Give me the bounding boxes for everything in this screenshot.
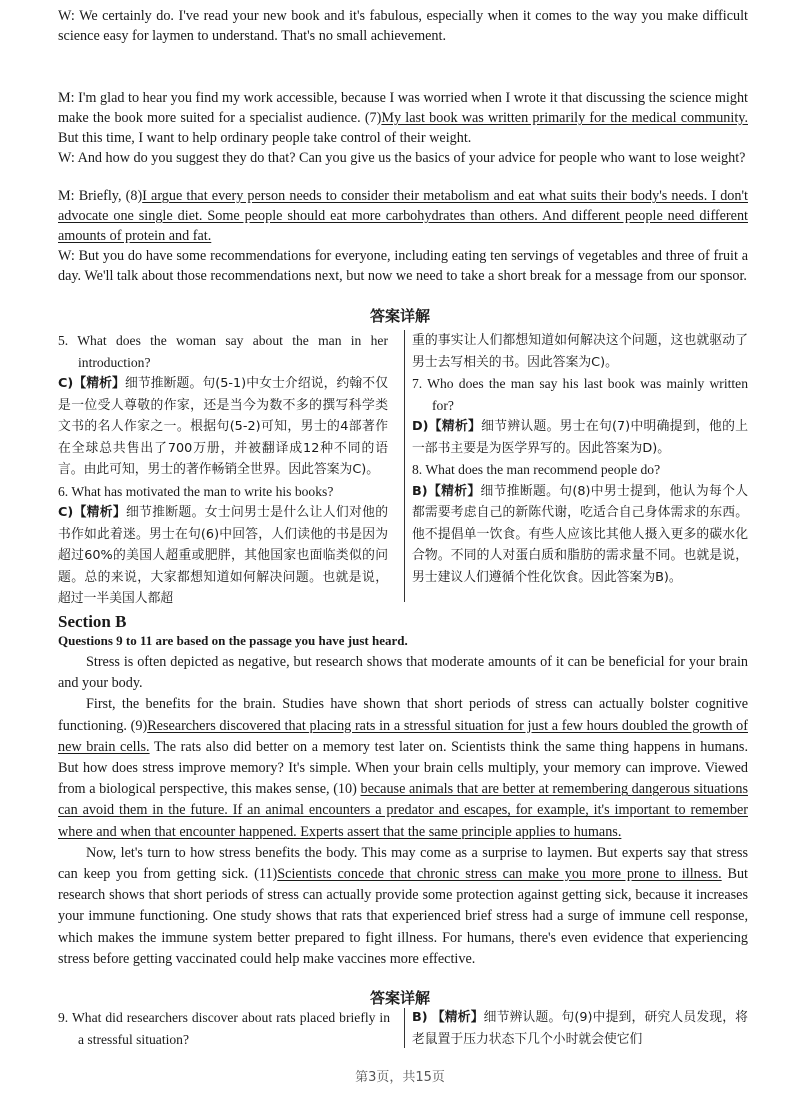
analysis-text: 细节推断题。句(5-1)中女士介绍说，约翰不仅是一位受人尊敬的作家，还是当今为数不多的撰写科学类文书的名人作家之一。根据句(5-2)可知，男士的4部著作在全球总共售出了700万册，并被翻译成12种不同的语言。由此可知，男士的著作畅销全世界。因此答案为C)。 [58,376,389,477]
passage-paragraph [58,843,748,970]
answers-right-column [412,330,748,588]
answer-option: B) [412,483,428,499]
analysis-label: 【精析】 [73,505,127,520]
answer-explanation [412,481,748,589]
passage-text: But research shows that short periods of stress can actually provide some protection against getting sick, because it increases your immune functioning. One study shows that rats that experienced brief stress had a surge of immune cell response, which makes the immune system better prepared to fight illness. For humans, there's even evidence that experiencing stress before getting vaccinated could help make vaccines more effective. [58,866,748,967]
dialogue-line [58,186,748,246]
column-divider-2 [404,1008,405,1048]
answer-explanation [412,416,748,459]
question: 7. Who does the man say his last book was mainly written for? [412,376,748,413]
speaker-label: W: [58,150,78,166]
answer-explanation [58,502,388,610]
dialogue-text: But this time, I want to help ordinary people take control of their weight. [58,130,472,146]
speaker-label: M: [58,90,79,106]
analysis-label: 【精析】 [428,419,482,434]
speaker-label: W: [58,8,80,24]
answer-continuation: 重的事实让人们都想知道如何解决这个问题，这也就驱动了男士去写相关的书。因此答案为C)。 [412,333,748,370]
answer-9-tag: B) [412,1010,428,1025]
passage-paragraph [58,652,748,694]
page-footer: 第3页，共15页 [355,1070,445,1085]
dialogue-text: I'm glad to hear you find my work accessible, because I was worried when I wrote it that discussing the science might make the book more suited for a specialist audience. (7) [58,90,748,126]
dialogue-line [58,6,748,46]
answer-explanation [58,373,388,481]
passage-text: Stress is often depicted as negative, but research shows that moderate amounts of it can be beneficial for your brain and your body. [58,654,748,692]
analysis-label: 【精析】 [73,376,125,391]
speaker-label: M: [58,188,79,204]
answer-9-block [412,1007,748,1050]
analysis-text: 细节推断题。句(8)中男士提到，他认为每个人都需要考虑自己的新陈代谢，吃适合自己身体需求的东西。他不提倡单一饮食。有些人应该比其他人摄入更多的碳水化合物。不同的人对蛋白质和脂肪的需求量不同。也就是说，男士建议人们遵循个性化饮食。因此答案为B)。 [412,483,748,585]
answer-option: C) [58,505,74,520]
underlined-text: My last book was written primarily for the medical community. [381,110,748,126]
dialogue-text: But you do have some recommendations for everyone, including eating ten servings of vegetables and three of fruit a day. We'll talk about those recommendations next, but now we need to take a short break for a message from our sponsor. [58,248,748,284]
question-9: 9. What did researchers discover about rats placed briefly in a stressful situation? [58,1010,390,1047]
answer-9-label: 【精析】 [431,1010,484,1025]
answers-heading-2: 答案详解 [369,989,430,1007]
answers-heading-1: 答案详解 [369,307,430,325]
answer-option: C) [58,376,74,391]
passage-text: First, the benefits for the brain. Studies have shown that short periods of stress can actually bolster cognitive functioning. (9) [58,696,748,734]
question: 5. What does the woman say about the man in her introduction? [58,333,388,370]
question: 6. What has motivated the man to write his books? [58,483,334,499]
passage-text: The rats also did better on a memory test later on. Scientists think the same thing happens in humans. But how does stress improve memory? It's simple. When your brain cells multiply, your memory can improve. Viewed from a biological perspective, this makes sense, (10) [58,738,748,798]
passage-paragraph [58,694,748,842]
passage-block [58,652,748,970]
dialogue-text: Briefly, (8) [78,188,143,204]
dialogue-line [58,88,748,148]
column-divider [404,330,405,602]
dialogue-text: And how do you suggest they do that? Can you give us the basics of your advice for people who want to lose weight? [77,150,746,166]
underlined-text: Researchers discovered that placing rats in a stressful situation for just a few hours doubled the growth of new brain cells. [58,717,748,755]
underlined-text: because animals that are better at remembering dangerous situations can avoid them in the future. If an animal encounters a predator and escapes, for example, it's important to remember where and when that encounter happened. Experts assert that the same principle applies to humans. [58,781,748,840]
dialogue-line [58,246,748,286]
section-b-title: Section B [58,612,127,631]
analysis-label: 【精析】 [427,483,481,499]
speaker-label: W: [58,248,79,264]
underlined-text: I argue that every person needs to consider their metabolism and eat what suits their body's needs. I don't advocate one single diet. Some people should eat more carbohydrates than others. And different people need different amounts of protein and fat. [58,188,748,244]
question-9-block [58,1007,390,1050]
answer-9-body: 细节辨认题。句(9)中提到，研究人员发现，将老鼠置于压力状态下几个小时就会使它们 [412,1010,748,1047]
analysis-text: 细节推断题。女士问男士是什么让人们对他的书作如此着迷。男士在句(6)中回答，人们读他的书是因为超过60%的美国人超重或肥胖，其他国家也面临类似的问题。总的来说，大家都想知道如何解决问题。也就是说，超过一半美国人都超 [58,505,389,606]
analysis-text: 细节辨认题。男士在句(7)中明确提到，他的上一部书主要是为医学界写的。因此答案为D)。 [412,419,748,456]
underlined-text: Scientists concede that chronic stress can make you more prone to illness. [277,866,722,883]
dialogue-text: We certainly do. I've read your new book and it's fabulous, especially when it comes to the way you make difficult science easy for laymen to understand. That's no small achievement. [58,8,748,44]
answers-left-column [58,330,388,610]
passage-text: Now, let's turn to how stress benefits the body. This may come as a surprise to laymen. But experts say that stress can keep you from getting sick. (11) [58,844,748,883]
dialogue-line [58,148,748,168]
answer-option: D) [412,419,429,434]
section-b-instruction: Questions 9 to 11 are based on the passage you have just heard. [58,633,408,648]
question: 8. What does the man recommend people do? [412,462,661,477]
answer-9 [412,1007,748,1050]
